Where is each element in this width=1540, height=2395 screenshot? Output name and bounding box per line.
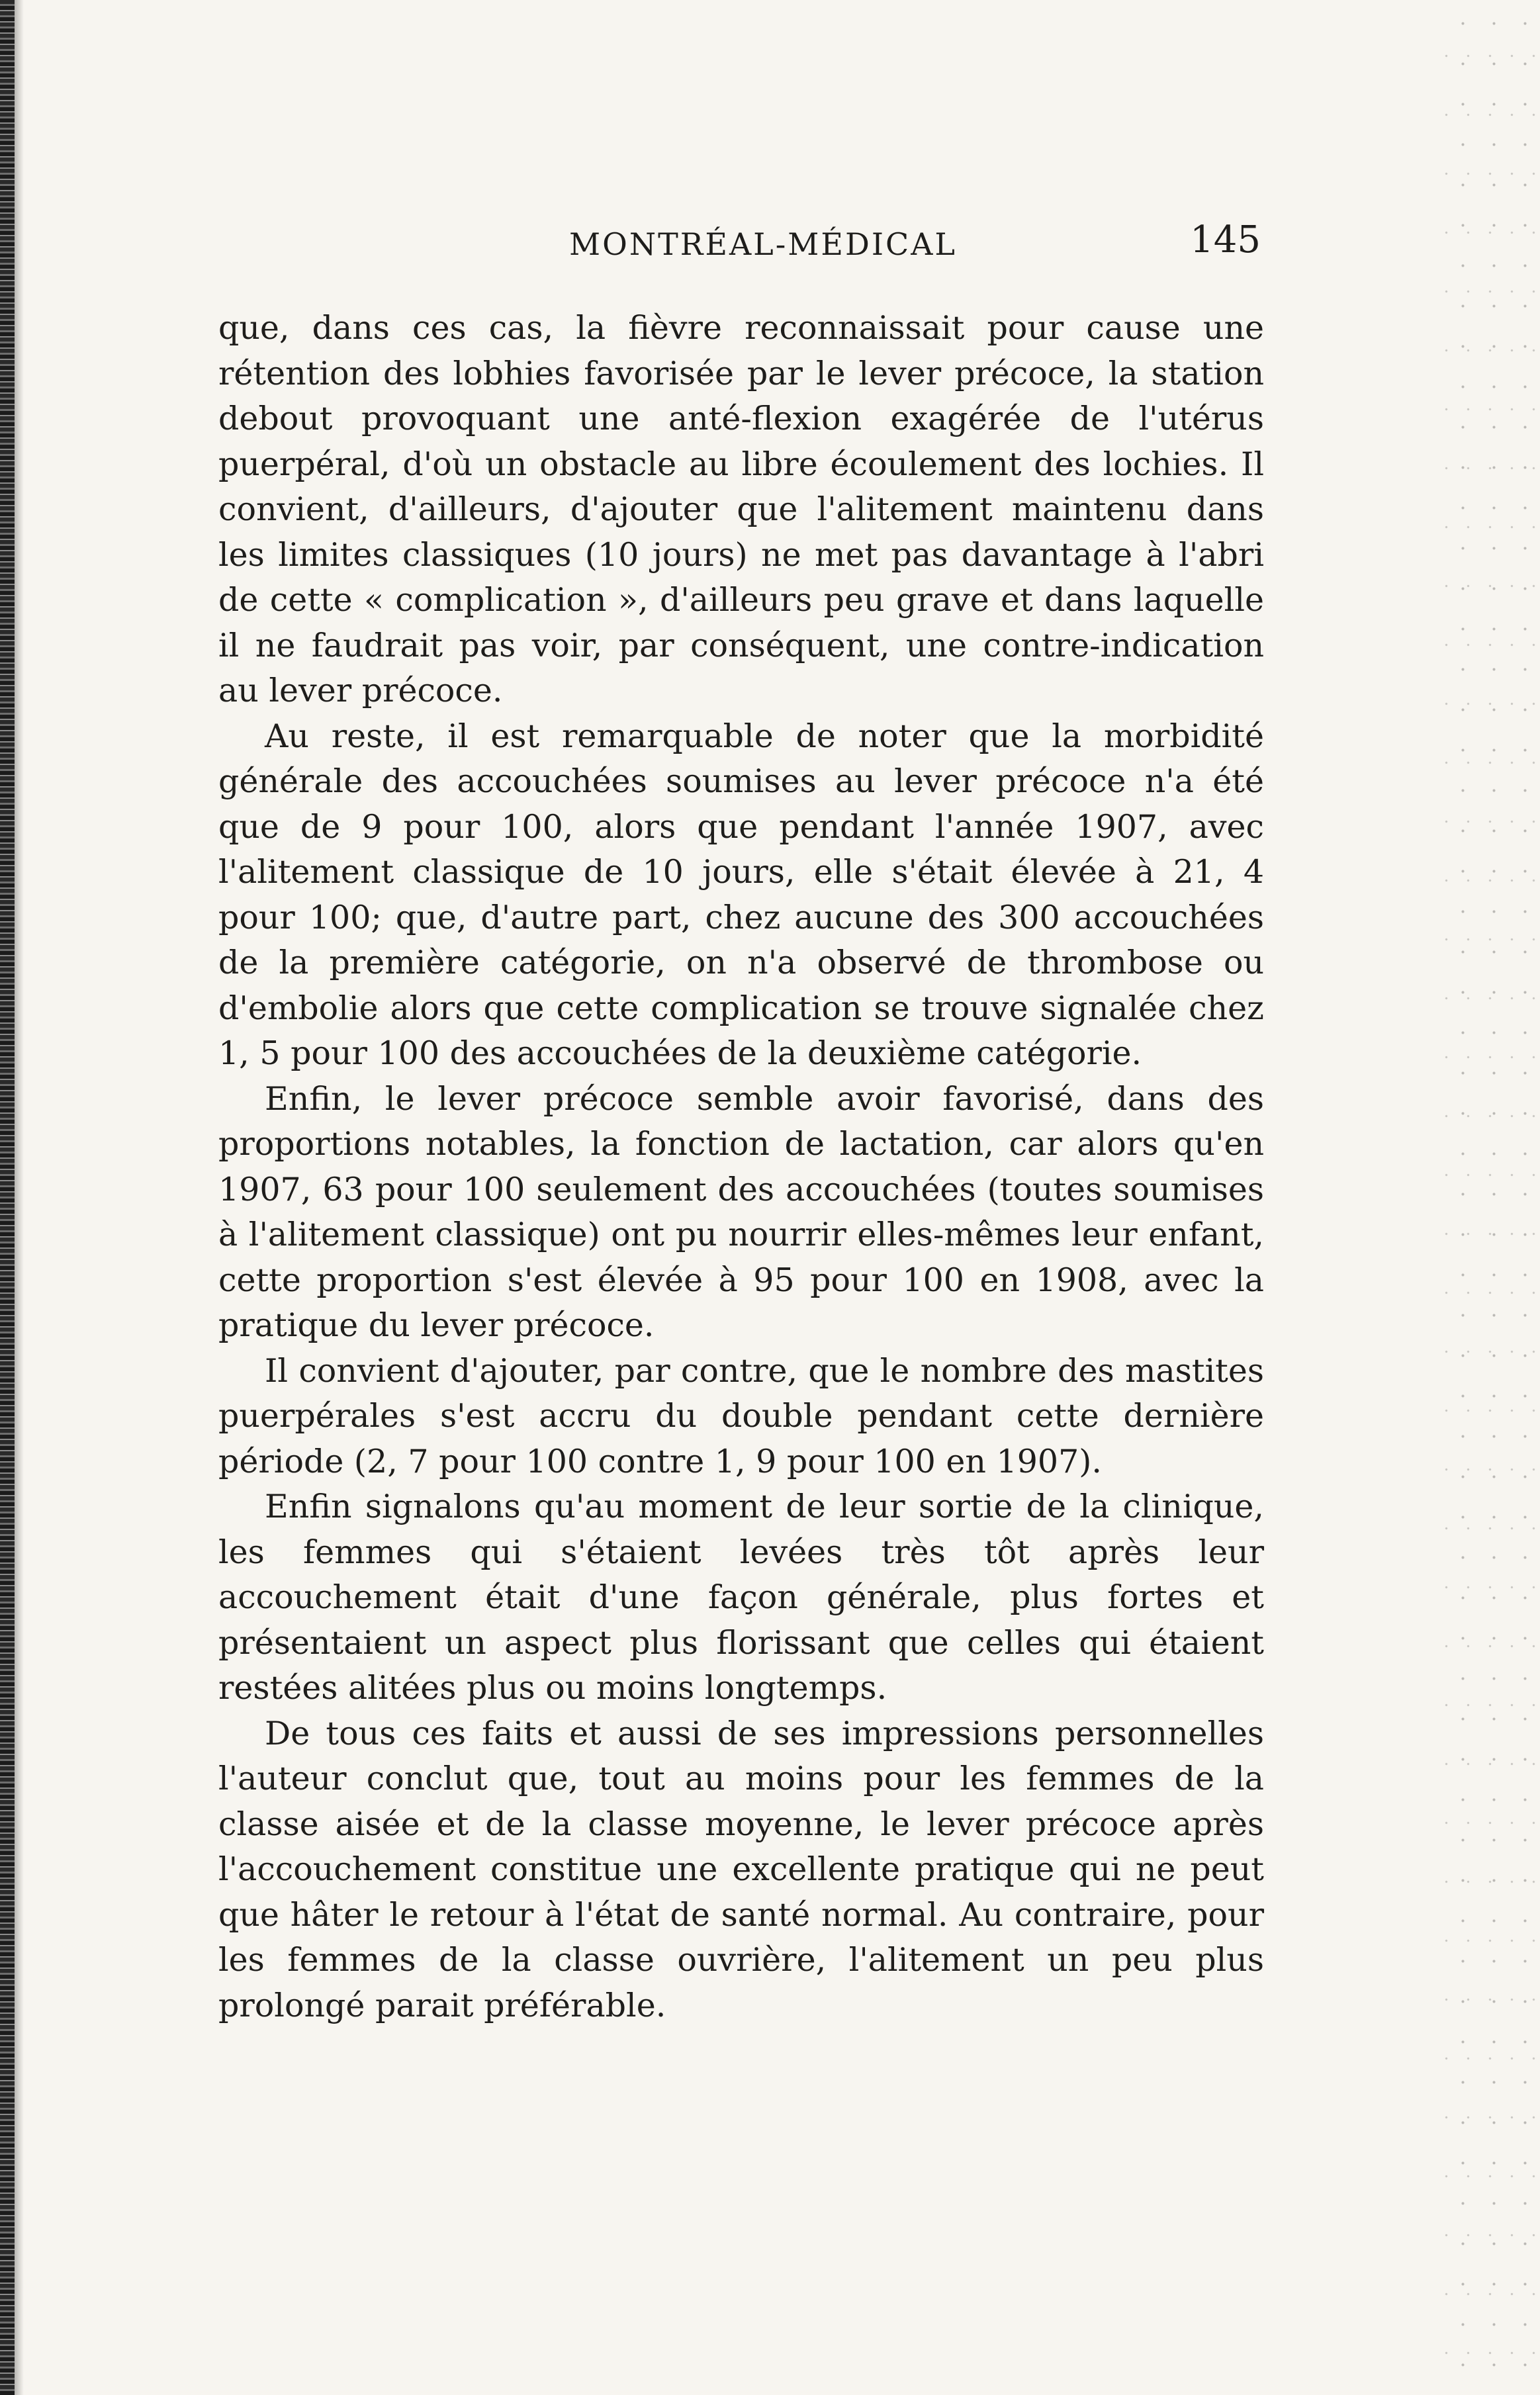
page-edge-speckle — [1441, 0, 1540, 2395]
paragraph: Enfin, le lever précoce semble avoir favorisé, dans des proportions notables, la fonction de lactation, car alors qu'en 1907, 63 pour 100 seulement des accouchées (toutes soumises à l'alitement classique) ont pu nourrir elles-mêmes leur enfant, cette proportion s'est élevée à 95 pour 100 en 1908, avec la pratique du lever précoce. — [218, 1079, 1264, 1344]
page-header — [218, 218, 1261, 271]
paragraph: Enfin signalons qu'au moment de leur sortie de la clinique, les femmes qui s'étaient levées très tôt après leur accouchement était d'une façon générale, plus fortes et présentaient un aspect plus florissant que celles qui étaient restées alitées plus ou moins longtemps. — [218, 1488, 1264, 1707]
paragraph: De tous ces faits et aussi de ses impressions personnelles l'auteur conclut que, tout au moins pour les femmes de la classe aisée et de la classe moyenne, le lever précoce après l'accouchement constitue une excellente pratique qui ne peut que hâter le retour à l'état de santé normal. Au contraire, pour les femmes de la classe ouvrière, l'alitement un peu plus prolongé parait préférable. — [218, 1714, 1264, 2024]
binding-shadow — [15, 0, 24, 2395]
body-text — [218, 306, 1264, 2028]
paragraph: que, dans ces cas, la fièvre reconnaissait pour cause une rétention des lobhies favorisée par le lever précoce, la station debout provoquant une anté-flexion exagérée de l'utérus puerpéral, d'où un obstacle au libre écoulement des lochies. Il convient, d'ailleurs, d'ajouter que l'alitement maintenu dans les limites classiques (10 jours) ne met pas davantage à l'abri de cette « complication », d'ailleurs peu grave et dans laquelle il ne faudrait pas voir, par conséquent, une contre-indication au lever précoce. — [218, 309, 1264, 709]
paragraph: Au reste, il est remarquable de noter que la morbidité générale des accouchées soumises au lever précoce n'a été que de 9 pour 100, alors que pendant l'année 1907, avec l'alitement classique de 10 jours, elle s'était élevée à 21, 4 pour 100; que, d'autre part, chez aucune des 300 accouchées de la première catégorie, on n'a observé de thrombose ou d'embolie alors que cette complication se trouve signalée chez 1, 5 pour 100 des accouchées de la deuxième catégorie. — [218, 717, 1264, 1072]
binding-edge — [0, 0, 15, 2395]
running-title: MONTRÉAL-MÉDICAL — [569, 226, 957, 262]
paragraph: Il convient d'ajouter, par contre, que le nombre des mastites puerpérales s'est accru du double pendant cette dernière période (2, 7 pour 100 contre 1, 9 pour 100 en 1907). — [218, 1351, 1264, 1480]
page-number: 145 — [1190, 218, 1261, 261]
